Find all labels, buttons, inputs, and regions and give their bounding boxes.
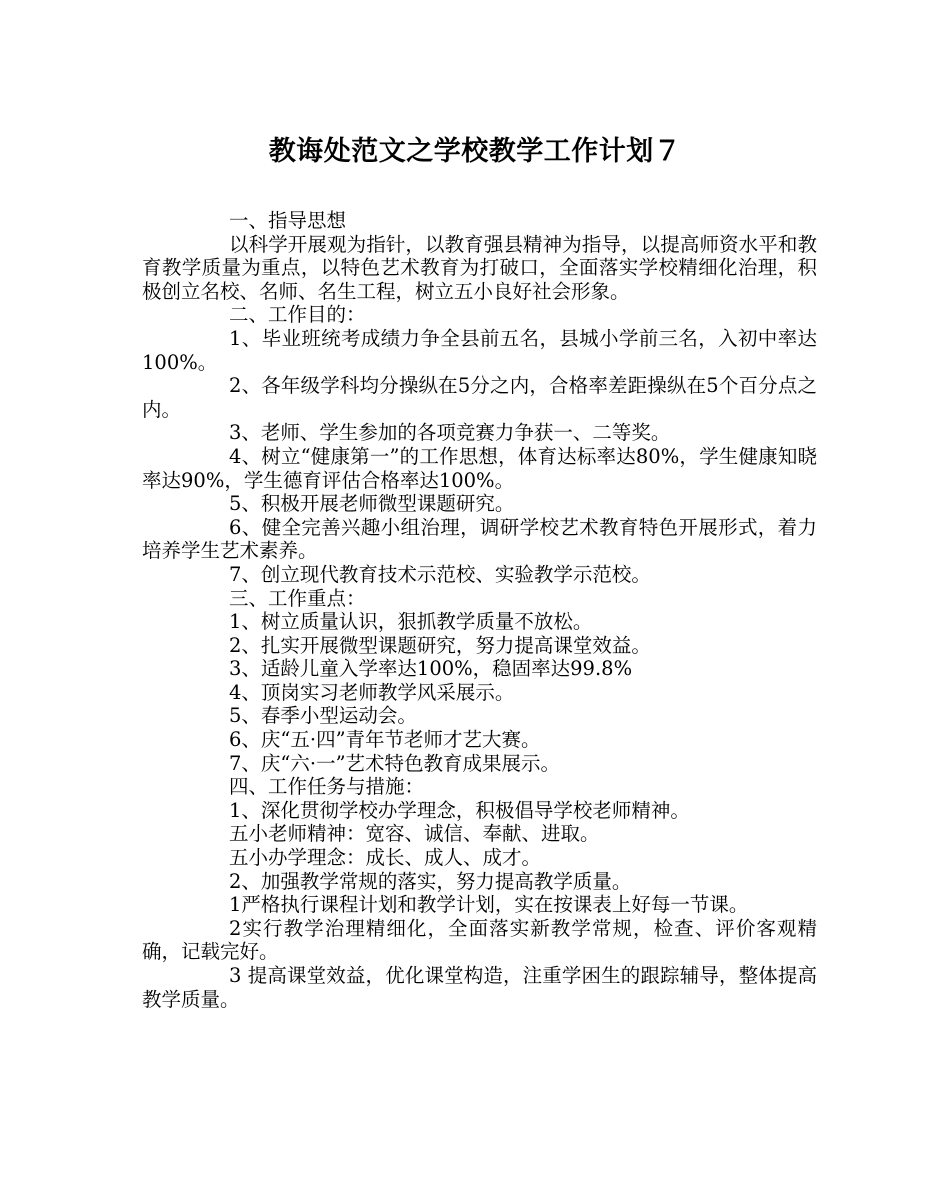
list-item: 2、加强教学常规的落实，努力提高教学质量。 [229, 869, 632, 893]
list-item: 2、各年级学科均分操纵在5分之内，合格率差距操纵在5个百分点之内。 [142, 374, 817, 421]
list-item: 7、创立现代教育技术示范校、实验教学示范校。 [229, 562, 651, 586]
paragraph: 以科学开展观为指针，以教育强县精神为指导，以提高师资水平和教育教学质量为重点，以特色艺术教育为打破口，全面落实学校精细化治理，积极创立名校、名师、名生工程，树立五小良好社会形象。 [142, 232, 817, 303]
paragraph: 五小办学理念：成长、成人、成才。 [229, 846, 542, 870]
list-item: 2实行教学治理精细化，全面落实新教学常规，检查、评价客观精确，记载完好。 [142, 916, 817, 964]
list-item: 2、扎实开展微型课题研究，努力提高课堂效益。 [229, 633, 651, 657]
list-item: 3、老师、学生参加的各项竞赛力争获一、二等奖。 [229, 421, 671, 445]
list-item: 1严格执行课程计划和教学计划，实在按课表上好每一节课。 [229, 893, 749, 917]
list-item: 3 提高课堂效益，优化课堂构造，注重学困生的跟踪辅导，整体提高教学质量。 [142, 964, 817, 1011]
list-item: 1、深化贯彻学校办学理念，积极倡导学校老师精神。 [229, 798, 690, 822]
list-item: 6、庆“五·四”青年节老师才艺大赛。 [229, 728, 541, 752]
section-heading-work-goals: 二、工作目的： [229, 303, 366, 327]
list-item: 7、庆“六·一”艺术特色教育成果展示。 [229, 751, 561, 775]
document-title: 教诲处范文之学校教学工作计划７ [268, 136, 682, 167]
list-item: 6、健全完善兴趣小组治理，调研学校艺术教育特色开展形式，着力培养学生艺术素养。 [142, 515, 817, 563]
list-item: 4、树立“健康第一”的工作思想，体育达标率达80%，学生健康知晓率达90%，学生德育评估合格率达100%。 [142, 444, 817, 492]
document-body [142, 209, 817, 1011]
section-heading-tasks-measures: 四、工作任务与措施： [229, 775, 425, 799]
list-item: 5、积极开展老师微型课题研究。 [229, 492, 515, 516]
list-item: 1、树立质量认识，狠抓教学质量不放松。 [229, 610, 593, 634]
section-heading-work-focus: 三、工作重点： [229, 586, 366, 610]
section-heading-guiding-ideology: 一、指导思想 [229, 209, 347, 232]
list-item: 3、适龄儿童入学率达100%，稳固率达99.8% [229, 657, 633, 681]
list-item: 1、毕业班统考成绩力争全县前五名，县城小学前三名，入初中率达100%。 [142, 326, 817, 374]
list-item: 5、春季小型运动会。 [229, 704, 417, 728]
paragraph: 五小老师精神：宽容、诚信、奉献、进取。 [229, 822, 600, 846]
list-item: 4、顶岗实习老师教学风采展示。 [229, 680, 515, 704]
